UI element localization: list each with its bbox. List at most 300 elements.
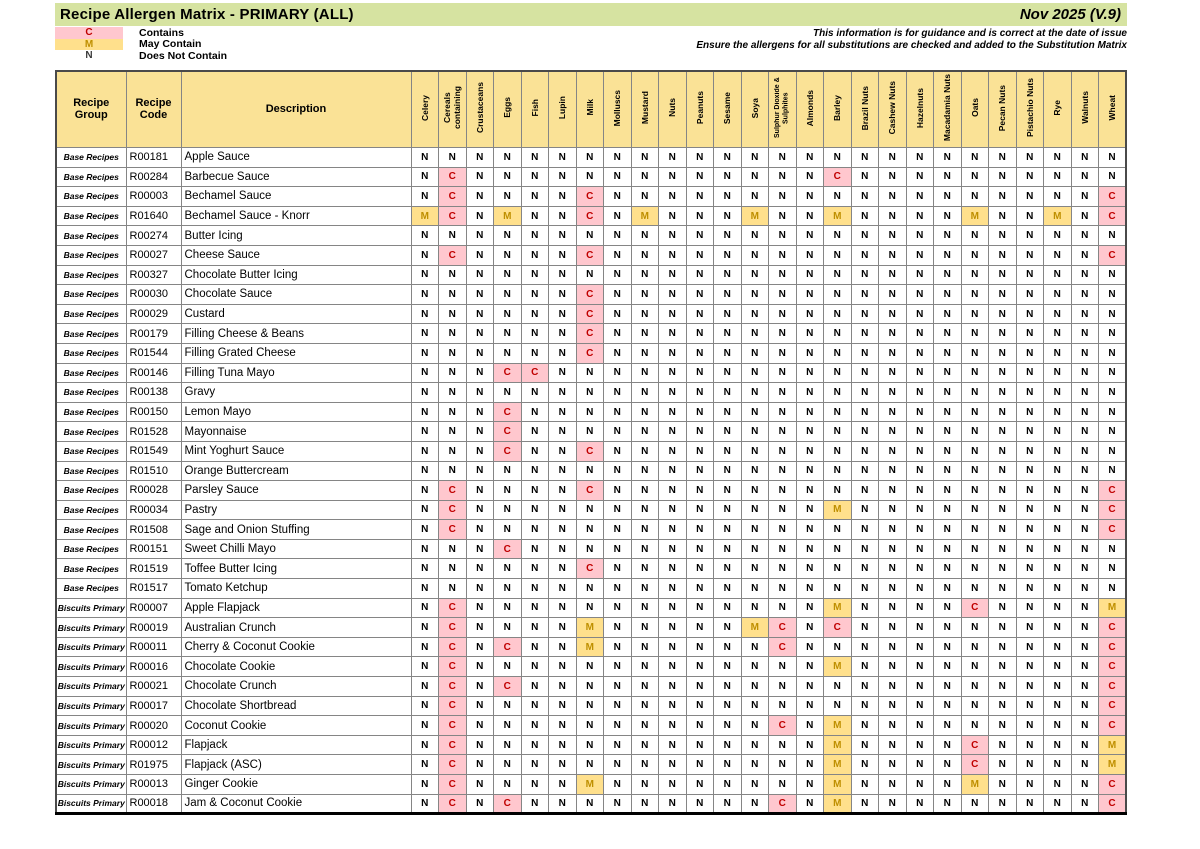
- allergen-cell: N: [439, 461, 467, 481]
- allergen-cell: N: [1044, 657, 1072, 677]
- allergen-cell: C: [576, 324, 604, 344]
- allergen-cell: N: [1044, 481, 1072, 501]
- allergen-cell: N: [741, 716, 769, 736]
- allergen-cell: C: [576, 245, 604, 265]
- allergen-cell: C: [961, 755, 989, 775]
- allergen-cell: N: [1044, 598, 1072, 618]
- allergen-cell: N: [879, 402, 907, 422]
- allergen-cell: N: [1044, 696, 1072, 716]
- allergen-cell: N: [604, 402, 632, 422]
- allergen-cell: N: [1099, 579, 1127, 599]
- allergen-cell: N: [549, 520, 577, 540]
- allergen-cell: N: [604, 383, 632, 403]
- allergen-cell: N: [989, 598, 1017, 618]
- allergen-cell: N: [631, 363, 659, 383]
- col-header-fish: Fish: [521, 71, 549, 148]
- col-header-oats: Oats: [961, 71, 989, 148]
- allergen-cell: N: [686, 618, 714, 638]
- allergen-cell: N: [879, 559, 907, 579]
- allergen-cell: N: [659, 304, 687, 324]
- legend-label-may-contain: May Contain: [139, 38, 202, 51]
- allergen-cell: N: [741, 167, 769, 187]
- allergen-cell: N: [549, 461, 577, 481]
- allergen-cell: N: [466, 422, 494, 442]
- allergen-cell: N: [961, 481, 989, 501]
- allergen-cell: N: [741, 226, 769, 246]
- allergen-cell: N: [989, 481, 1017, 501]
- allergen-cell: N: [879, 579, 907, 599]
- allergen-cell: N: [879, 716, 907, 736]
- recipe-group: Base Recipes: [56, 441, 126, 461]
- allergen-cell: N: [659, 637, 687, 657]
- allergen-cell: N: [1044, 148, 1072, 168]
- allergen-cell: N: [604, 363, 632, 383]
- allergen-cell: N: [576, 794, 604, 814]
- allergen-cell: N: [439, 265, 467, 285]
- allergen-cell: C: [1099, 206, 1127, 226]
- allergen-cell: C: [1099, 187, 1127, 207]
- allergen-cell: N: [1099, 402, 1127, 422]
- allergen-cell: N: [879, 539, 907, 559]
- header-row: [56, 71, 1126, 148]
- allergen-cell: N: [879, 637, 907, 657]
- allergen-cell: N: [411, 500, 439, 520]
- allergen-cell: N: [879, 167, 907, 187]
- col-header-cereals-containing: Cereals containing: [439, 71, 467, 148]
- allergen-cell: N: [879, 383, 907, 403]
- allergen-cell: N: [549, 304, 577, 324]
- allergen-cell: N: [741, 285, 769, 305]
- allergen-cell: N: [1016, 363, 1044, 383]
- allergen-cell: N: [961, 167, 989, 187]
- table-row: [56, 461, 1126, 481]
- allergen-cell: N: [604, 637, 632, 657]
- recipe-group: Base Recipes: [56, 265, 126, 285]
- allergen-cell: C: [521, 363, 549, 383]
- allergen-cell: N: [851, 775, 879, 795]
- allergen-cell: N: [741, 696, 769, 716]
- allergen-cell: N: [604, 245, 632, 265]
- col-header-description: Description: [181, 71, 411, 148]
- allergen-cell: N: [879, 500, 907, 520]
- allergen-cell: N: [714, 304, 742, 324]
- allergen-cell: C: [1099, 245, 1127, 265]
- allergen-cell: N: [796, 187, 824, 207]
- allergen-cell: N: [659, 265, 687, 285]
- allergen-cell: N: [466, 148, 494, 168]
- recipe-description: Lemon Mayo: [181, 402, 411, 422]
- allergen-cell: N: [1099, 285, 1127, 305]
- table-row: [56, 657, 1126, 677]
- allergen-cell: C: [494, 677, 522, 697]
- allergen-cell: N: [851, 206, 879, 226]
- allergen-cell: N: [1044, 716, 1072, 736]
- allergen-cell: N: [851, 559, 879, 579]
- allergen-cell: N: [851, 343, 879, 363]
- recipe-group: Base Recipes: [56, 245, 126, 265]
- allergen-cell: N: [466, 735, 494, 755]
- allergen-cell: N: [879, 363, 907, 383]
- recipe-description: Flapjack (ASC): [181, 755, 411, 775]
- allergen-cell: N: [906, 500, 934, 520]
- allergen-cell: N: [769, 363, 797, 383]
- allergen-cell: N: [411, 481, 439, 501]
- allergen-cell: N: [549, 441, 577, 461]
- recipe-code: R00019: [126, 618, 181, 638]
- allergen-cell: N: [1071, 500, 1099, 520]
- allergen-cell: N: [961, 187, 989, 207]
- allergen-cell: N: [906, 343, 934, 363]
- allergen-cell: N: [741, 481, 769, 501]
- allergen-cell: N: [659, 402, 687, 422]
- col-header-cashew-nuts: Cashew Nuts: [879, 71, 907, 148]
- allergen-cell: N: [576, 735, 604, 755]
- allergen-cell: N: [576, 226, 604, 246]
- allergen-cell: N: [906, 148, 934, 168]
- allergen-cell: N: [659, 441, 687, 461]
- page-title: Recipe Allergen Matrix - PRIMARY (ALL): [60, 6, 354, 23]
- recipe-description: Cherry & Coconut Cookie: [181, 637, 411, 657]
- allergen-cell: N: [631, 794, 659, 814]
- recipe-description: Barbecue Sauce: [181, 167, 411, 187]
- allergen-cell: N: [686, 696, 714, 716]
- allergen-cell: N: [989, 520, 1017, 540]
- allergen-cell: N: [741, 383, 769, 403]
- allergen-cell: C: [824, 167, 852, 187]
- allergen-cell: N: [576, 363, 604, 383]
- allergen-cell: N: [1016, 539, 1044, 559]
- allergen-cell: N: [494, 657, 522, 677]
- allergen-cell: N: [494, 755, 522, 775]
- recipe-group: Base Recipes: [56, 422, 126, 442]
- allergen-cell: N: [1016, 559, 1044, 579]
- allergen-cell: N: [521, 402, 549, 422]
- allergen-cell: N: [494, 285, 522, 305]
- allergen-cell: N: [659, 716, 687, 736]
- allergen-cell: N: [906, 265, 934, 285]
- allergen-cell: N: [1044, 304, 1072, 324]
- allergen-cell: C: [576, 481, 604, 501]
- allergen-cell: N: [741, 422, 769, 442]
- recipe-group: Biscuits Primary: [56, 735, 126, 755]
- allergen-cell: N: [604, 520, 632, 540]
- allergen-cell: N: [576, 402, 604, 422]
- allergen-cell: N: [796, 716, 824, 736]
- allergen-cell: N: [1099, 265, 1127, 285]
- allergen-cell: N: [934, 148, 962, 168]
- allergen-cell: N: [411, 794, 439, 814]
- recipe-code: R00138: [126, 383, 181, 403]
- allergen-cell: N: [851, 618, 879, 638]
- table-row: [56, 245, 1126, 265]
- allergen-cell: C: [1099, 500, 1127, 520]
- allergen-cell: N: [631, 559, 659, 579]
- recipe-group: Base Recipes: [56, 285, 126, 305]
- allergen-cell: N: [631, 539, 659, 559]
- allergen-cell: N: [1016, 441, 1044, 461]
- allergen-cell: N: [1071, 383, 1099, 403]
- allergen-cell: N: [714, 520, 742, 540]
- table-row: [56, 402, 1126, 422]
- allergen-cell: N: [851, 716, 879, 736]
- allergen-cell: N: [494, 187, 522, 207]
- allergen-cell: N: [879, 481, 907, 501]
- allergen-cell: N: [549, 539, 577, 559]
- allergen-cell: N: [521, 324, 549, 344]
- allergen-cell: N: [576, 696, 604, 716]
- allergen-cell: N: [769, 500, 797, 520]
- allergen-cell: N: [1016, 324, 1044, 344]
- allergen-cell: N: [714, 167, 742, 187]
- allergen-cell: C: [439, 187, 467, 207]
- allergen-cell: N: [659, 245, 687, 265]
- allergen-cell: N: [1071, 579, 1099, 599]
- table-row: [56, 206, 1126, 226]
- allergen-cell: N: [1044, 500, 1072, 520]
- allergen-cell: N: [796, 539, 824, 559]
- allergen-cell: N: [879, 265, 907, 285]
- allergen-cell: N: [631, 677, 659, 697]
- allergen-cell: N: [906, 304, 934, 324]
- allergen-cell: N: [494, 304, 522, 324]
- allergen-cell: C: [576, 285, 604, 305]
- allergen-cell: N: [851, 363, 879, 383]
- table-row: [56, 618, 1126, 638]
- recipe-group: Base Recipes: [56, 226, 126, 246]
- allergen-cell: N: [659, 363, 687, 383]
- allergen-cell: N: [686, 324, 714, 344]
- recipe-group: Biscuits Primary: [56, 618, 126, 638]
- recipe-group: Base Recipes: [56, 383, 126, 403]
- allergen-cell: N: [961, 441, 989, 461]
- allergen-cell: N: [604, 539, 632, 559]
- allergen-cell: N: [906, 637, 934, 657]
- table-row: [56, 304, 1126, 324]
- allergen-cell: N: [769, 383, 797, 403]
- allergen-cell: N: [659, 148, 687, 168]
- allergen-cell: M: [1044, 206, 1072, 226]
- table-row: [56, 696, 1126, 716]
- allergen-cell: N: [741, 637, 769, 657]
- allergen-cell: N: [989, 304, 1017, 324]
- allergen-cell: N: [631, 461, 659, 481]
- version-label: Nov 2025 (V.9): [1019, 6, 1121, 23]
- allergen-cell: N: [961, 559, 989, 579]
- allergen-cell: N: [796, 226, 824, 246]
- allergen-cell: N: [906, 775, 934, 795]
- allergen-cell: N: [851, 441, 879, 461]
- allergen-cell: N: [1016, 343, 1044, 363]
- allergen-cell: N: [494, 383, 522, 403]
- allergen-cell: N: [1016, 245, 1044, 265]
- allergen-cell: N: [686, 343, 714, 363]
- recipe-group: Base Recipes: [56, 500, 126, 520]
- allergen-cell: N: [521, 422, 549, 442]
- recipe-description: Coconut Cookie: [181, 716, 411, 736]
- allergen-cell: C: [439, 500, 467, 520]
- allergen-cell: M: [411, 206, 439, 226]
- recipe-code: R00003: [126, 187, 181, 207]
- recipe-group: Base Recipes: [56, 343, 126, 363]
- allergen-cell: N: [411, 187, 439, 207]
- allergen-cell: N: [604, 716, 632, 736]
- allergen-cell: N: [631, 402, 659, 422]
- allergen-cell: N: [741, 245, 769, 265]
- allergen-cell: N: [1044, 343, 1072, 363]
- recipe-description: Chocolate Butter Icing: [181, 265, 411, 285]
- allergen-cell: N: [824, 363, 852, 383]
- allergen-cell: N: [934, 441, 962, 461]
- allergen-cell: N: [824, 422, 852, 442]
- allergen-cell: N: [989, 755, 1017, 775]
- allergen-cell: N: [549, 402, 577, 422]
- allergen-cell: M: [576, 775, 604, 795]
- allergen-cell: N: [411, 422, 439, 442]
- allergen-cell: N: [769, 226, 797, 246]
- allergen-cell: N: [961, 716, 989, 736]
- allergen-cell: C: [439, 637, 467, 657]
- recipe-group: Biscuits Primary: [56, 677, 126, 697]
- allergen-cell: N: [1071, 637, 1099, 657]
- allergen-cell: N: [906, 539, 934, 559]
- allergen-cell: N: [824, 481, 852, 501]
- allergen-cell: N: [824, 579, 852, 599]
- allergen-cell: N: [659, 383, 687, 403]
- allergen-cell: N: [1016, 677, 1044, 697]
- allergen-cell: N: [769, 520, 797, 540]
- allergen-cell: N: [466, 598, 494, 618]
- allergen-cell: N: [411, 245, 439, 265]
- allergen-cell: C: [576, 559, 604, 579]
- allergen-cell: N: [576, 716, 604, 736]
- allergen-cell: N: [466, 657, 494, 677]
- allergen-cell: N: [741, 402, 769, 422]
- allergen-cell: N: [961, 579, 989, 599]
- allergen-cell: N: [1099, 148, 1127, 168]
- recipe-description: Ginger Cookie: [181, 775, 411, 795]
- allergen-cell: M: [824, 775, 852, 795]
- allergen-cell: M: [1099, 755, 1127, 775]
- allergen-cell: N: [851, 422, 879, 442]
- allergen-cell: N: [796, 637, 824, 657]
- allergen-cell: N: [879, 696, 907, 716]
- allergen-cell: N: [934, 579, 962, 599]
- allergen-cell: N: [741, 363, 769, 383]
- allergen-cell: N: [1016, 657, 1044, 677]
- allergen-cell: N: [686, 735, 714, 755]
- allergen-cell: C: [439, 735, 467, 755]
- allergen-cell: N: [934, 422, 962, 442]
- allergen-cell: N: [576, 167, 604, 187]
- allergen-cell: N: [741, 735, 769, 755]
- allergen-cell: N: [1071, 598, 1099, 618]
- allergen-cell: N: [576, 539, 604, 559]
- allergen-cell: N: [411, 441, 439, 461]
- allergen-cell: N: [741, 187, 769, 207]
- allergen-cell: N: [824, 226, 852, 246]
- allergen-cell: N: [439, 402, 467, 422]
- allergen-cell: N: [576, 657, 604, 677]
- recipe-code: R00284: [126, 167, 181, 187]
- recipe-code: R00012: [126, 735, 181, 755]
- allergen-cell: N: [714, 735, 742, 755]
- allergen-cell: C: [439, 755, 467, 775]
- table-row: [56, 148, 1126, 168]
- allergen-cell: N: [796, 755, 824, 775]
- allergen-cell: N: [411, 520, 439, 540]
- allergen-cell: N: [796, 343, 824, 363]
- allergen-cell: N: [631, 775, 659, 795]
- allergen-cell: N: [961, 245, 989, 265]
- allergen-cell: C: [1099, 775, 1127, 795]
- allergen-cell: N: [604, 343, 632, 363]
- allergen-cell: N: [989, 696, 1017, 716]
- allergen-cell: N: [659, 657, 687, 677]
- allergen-cell: N: [1071, 148, 1099, 168]
- allergen-cell: N: [631, 383, 659, 403]
- allergen-cell: N: [604, 559, 632, 579]
- allergen-cell: N: [961, 422, 989, 442]
- allergen-cell: N: [714, 539, 742, 559]
- allergen-cell: N: [686, 304, 714, 324]
- allergen-cell: N: [494, 148, 522, 168]
- allergen-cell: N: [934, 167, 962, 187]
- allergen-cell: N: [934, 696, 962, 716]
- allergen-cell: N: [769, 441, 797, 461]
- allergen-cell: N: [686, 167, 714, 187]
- allergen-cell: C: [824, 618, 852, 638]
- allergen-cell: N: [961, 402, 989, 422]
- allergen-cell: N: [961, 226, 989, 246]
- allergen-cell: N: [549, 481, 577, 501]
- allergen-cell: N: [549, 775, 577, 795]
- allergen-cell: N: [659, 559, 687, 579]
- allergen-cell: N: [631, 657, 659, 677]
- allergen-cell: N: [714, 226, 742, 246]
- allergen-cell: N: [741, 677, 769, 697]
- allergen-cell: N: [521, 187, 549, 207]
- allergen-cell: N: [1071, 775, 1099, 795]
- recipe-code: R01508: [126, 520, 181, 540]
- allergen-cell: N: [604, 657, 632, 677]
- allergen-cell: N: [769, 206, 797, 226]
- allergen-cell: N: [659, 618, 687, 638]
- allergen-cell: N: [714, 187, 742, 207]
- allergen-cell: N: [1044, 539, 1072, 559]
- allergen-cell: N: [439, 579, 467, 599]
- allergen-cell: N: [1016, 716, 1044, 736]
- allergen-cell: N: [741, 755, 769, 775]
- allergen-cell: N: [906, 755, 934, 775]
- allergen-cell: N: [411, 343, 439, 363]
- allergen-cell: N: [906, 422, 934, 442]
- recipe-description: Chocolate Crunch: [181, 677, 411, 697]
- allergen-cell: M: [824, 206, 852, 226]
- allergen-cell: N: [466, 539, 494, 559]
- recipe-group: Base Recipes: [56, 520, 126, 540]
- table-row: [56, 716, 1126, 736]
- allergen-cell: N: [604, 735, 632, 755]
- allergen-cell: N: [714, 461, 742, 481]
- allergen-cell: N: [686, 226, 714, 246]
- allergen-cell: N: [686, 677, 714, 697]
- table-row: [56, 324, 1126, 344]
- allergen-cell: N: [934, 637, 962, 657]
- allergen-cell: N: [466, 579, 494, 599]
- allergen-cell: N: [796, 245, 824, 265]
- allergen-cell: N: [686, 598, 714, 618]
- allergen-cell: N: [1016, 148, 1044, 168]
